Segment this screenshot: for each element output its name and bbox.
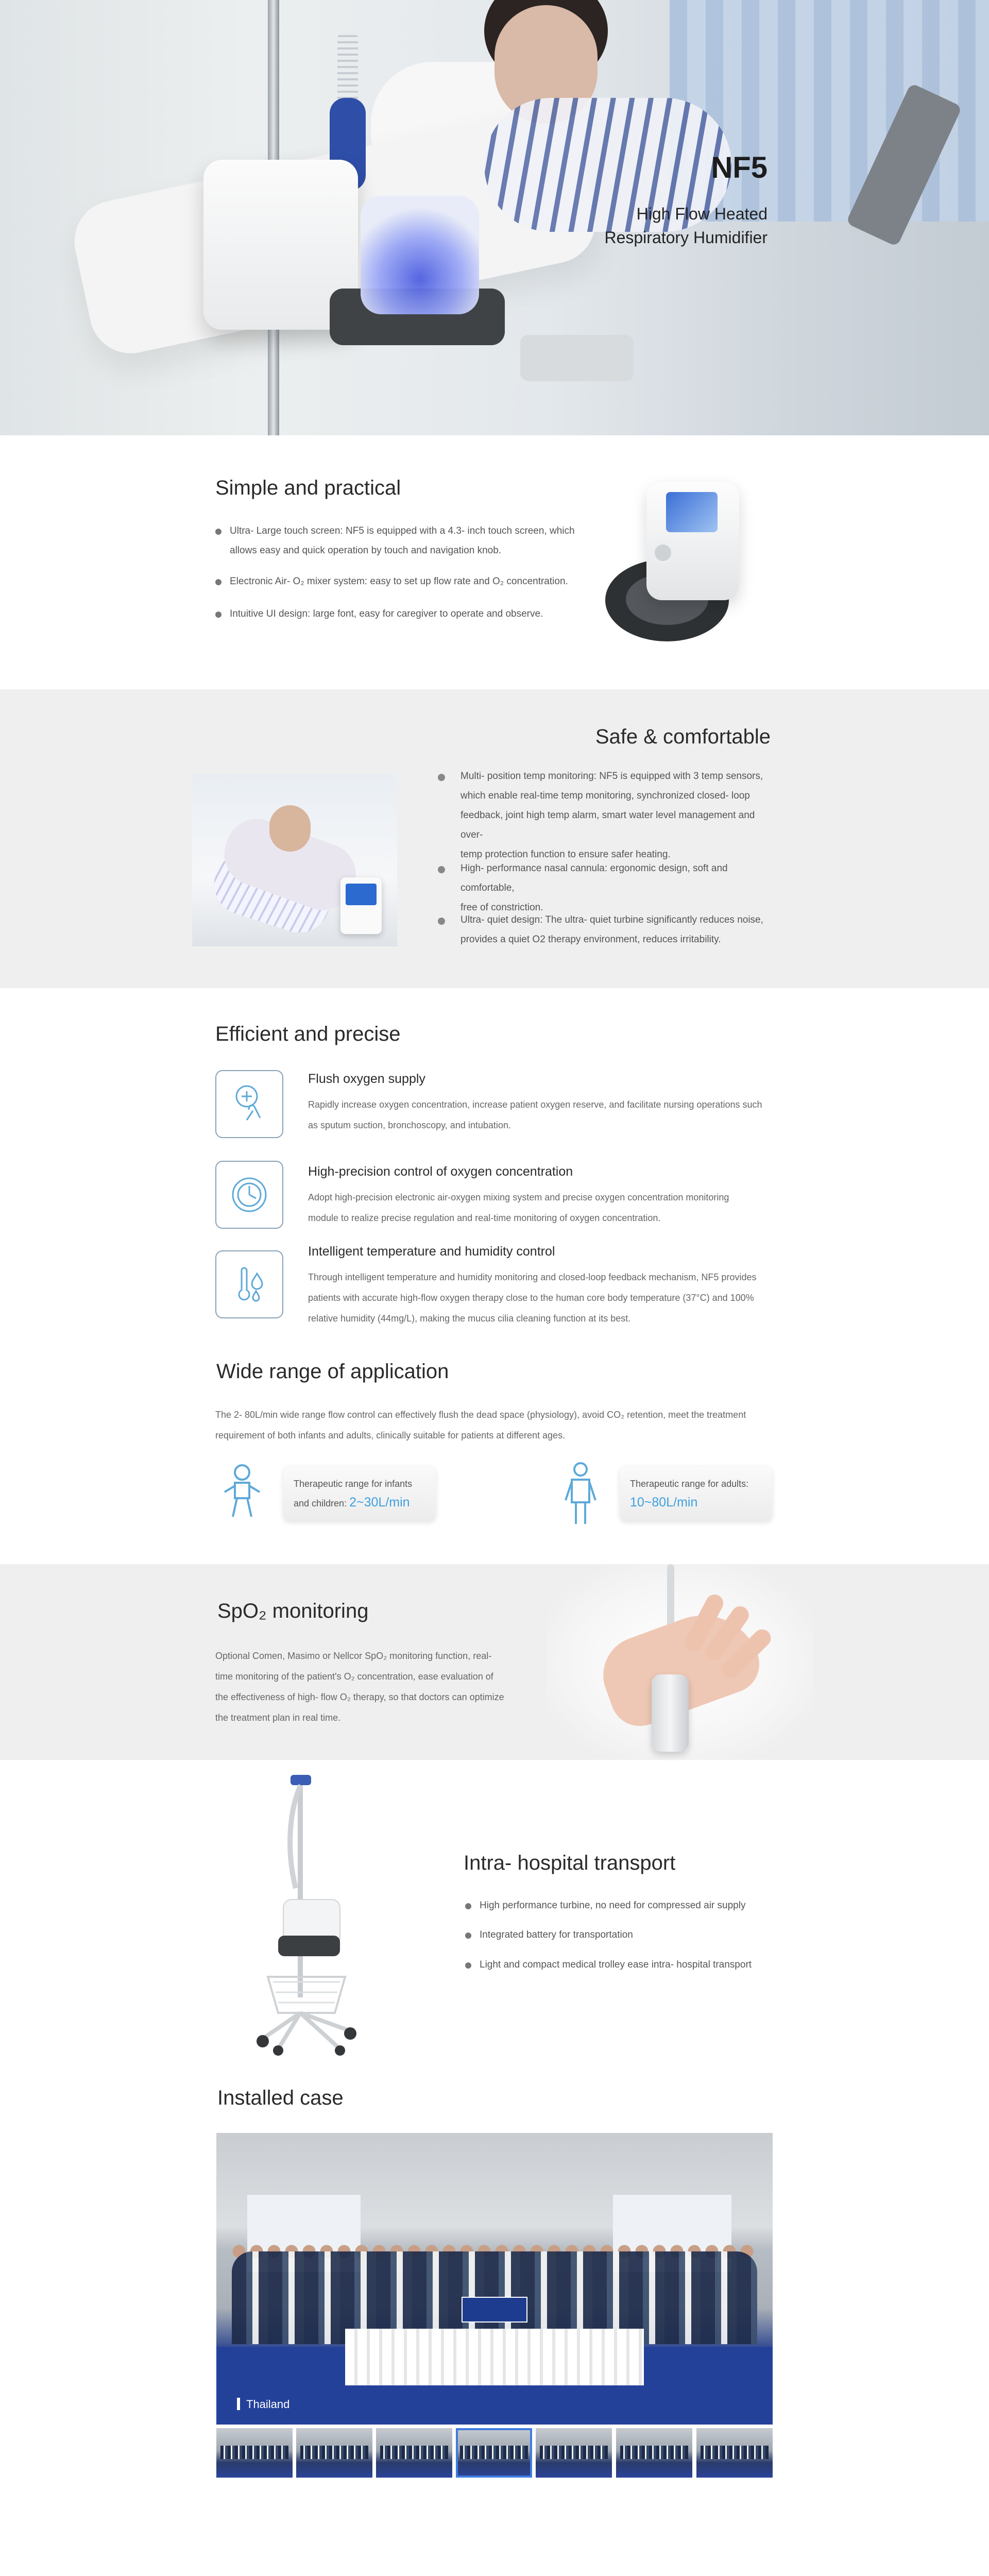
device-knob	[653, 543, 673, 563]
feature-line: Rapidly increase oxygen concentration, increase patient oxygen reserve, and facilitate nursing operations such	[308, 1099, 762, 1110]
feature-description	[308, 1187, 782, 1228]
feature-bullet: High performance turbine, no need for compressed air supply	[465, 1896, 826, 1916]
feature-bullet: Intuitive UI design: large font, easy for caregiver to operate and observe.	[215, 604, 576, 624]
feature-line: module to realize precise regulation and real-time monitoring of oxygen concentration.	[308, 1213, 661, 1223]
hero-subtitle-line: High Flow Heated	[636, 205, 768, 223]
feature-title: High-precision control of oxygen concentration	[308, 1164, 573, 1179]
infant-range-card	[283, 1466, 436, 1521]
spo2-line: Optional Comen, Masimo or Nellcor SpO₂ monitoring function, real-	[215, 1651, 492, 1661]
case-location-label: Thailand	[237, 2398, 289, 2411]
bullet-text: free of constriction.	[461, 902, 543, 913]
range-line: requirement of both infants and adults, clinically suitable for patients at different ages.	[215, 1430, 566, 1440]
bullet-text: Ultra- Large touch screen: NF5 is equipped with a 4.3- inch touch screen, which	[230, 526, 575, 536]
feature-line: as sputum suction, bronchoscopy, and intubation.	[308, 1120, 511, 1130]
bullet-text: feedback, joint high temp alarm, smart water level management and over-	[461, 810, 755, 840]
hero-banner	[0, 0, 989, 435]
range-label: Therapeutic range for infants	[294, 1479, 413, 1489]
feature-bullet	[215, 521, 576, 561]
spo2-line: the effectiveness of high- flow O₂ therapy, so that doctors can optimize	[215, 1692, 504, 1702]
bullet-text: allows easy and quick operation by touch and navigation knob.	[230, 545, 502, 556]
spo2-line: the treatment plan in real time.	[215, 1713, 341, 1723]
hero-subtitle	[604, 202, 768, 249]
bed-control-panel	[520, 335, 634, 381]
section-title: Wide range of application	[216, 1360, 449, 1383]
adult-range-card	[620, 1466, 772, 1521]
section-title: Safe & comfortable	[595, 725, 771, 748]
range-value: 10~80L/min	[630, 1495, 698, 1510]
device-touch-screen	[666, 492, 718, 532]
case-thumbnail[interactable]	[536, 2428, 612, 2478]
bullet-text: High- performance nasal cannula: ergonomic design, soft and comfortable,	[461, 863, 728, 893]
section-title: SpO₂ monitoring	[217, 1600, 369, 1622]
range-value: 2~30L/min	[349, 1495, 410, 1510]
bullet-text: Multi- position temp monitoring: NF5 is equipped with 3 temp sensors,	[461, 771, 763, 782]
range-label-row	[294, 1493, 425, 1513]
range-line: The 2- 80L/min wide range flow control can effectively flush the dead space (physiology), avoid CO₂ retention, meet the treatment	[215, 1410, 746, 1420]
range-description	[215, 1404, 782, 1446]
bullet-text: provides a quiet O2 therapy environment, reduces irritability.	[461, 934, 721, 945]
banner-sign	[462, 2297, 527, 2323]
case-thumbnail[interactable]	[616, 2428, 692, 2478]
feature-line: Adopt high-precision electronic air-oxygen mixing system and precise oxygen concentration monitoring	[308, 1192, 729, 1202]
feature-bullet	[438, 767, 768, 865]
table-cloth	[345, 2329, 644, 2385]
spo2-description	[215, 1646, 535, 1728]
feature-line: Through intelligent temperature and humidity monitoring and closed-loop feedback mechanism, NF5 provides	[308, 1272, 757, 1282]
feature-title: Intelligent temperature and humidity control	[308, 1244, 555, 1259]
section-title: Installed case	[217, 2087, 344, 2109]
thermometer-humidity-icon	[215, 1250, 283, 1318]
feature-bullet: Integrated battery for transportation	[465, 1925, 826, 1945]
device-monitor	[340, 877, 382, 934]
section-title: Intra- hospital transport	[464, 1852, 676, 1874]
patient-face	[269, 805, 311, 852]
feature-title: Flush oxygen supply	[308, 1072, 425, 1086]
bullet-text: Ultra- quiet design: The ultra- quiet turbine significantly reduces noise,	[461, 914, 763, 925]
case-thumbnail[interactable]	[296, 2428, 372, 2478]
feature-bullet	[438, 910, 768, 950]
range-label: and children:	[294, 1498, 347, 1509]
hero-subtitle-line: Respiratory Humidifier	[604, 228, 768, 247]
case-thumbnail-active[interactable]	[456, 2428, 532, 2478]
oxygen-flush-icon	[215, 1070, 283, 1138]
section-title: Simple and practical	[215, 477, 401, 499]
adult-icon	[562, 1461, 599, 1529]
feature-bullet: Light and compact medical trolley ease intra- hospital transport	[465, 1955, 826, 1975]
range-label: Therapeutic range for adults:	[630, 1479, 749, 1489]
feature-line: relative humidity (44mg/L), making the mucus cilia cleaning function at its best.	[308, 1313, 631, 1324]
case-thumbnail[interactable]	[696, 2428, 773, 2478]
trolley-image	[247, 1771, 366, 2057]
bullet-text: temp protection function to ensure safer heating.	[461, 849, 671, 860]
feature-bullet: Electronic Air- O₂ mixer system: easy to set up flow rate and O₂ concentration.	[215, 572, 576, 591]
section-title: Efficient and precise	[215, 1023, 401, 1045]
infant-icon	[220, 1462, 264, 1527]
feature-description	[308, 1267, 803, 1329]
spo2-finger-sensor	[652, 1674, 689, 1752]
nf5-device-image	[605, 482, 755, 644]
bullet-text: which enable real-time temp monitoring, synchronized closed- loop	[461, 790, 750, 801]
gauge-icon	[215, 1161, 283, 1229]
spo2-line: time monitoring of the patient's O₂ concentration, ease evaluation of	[215, 1671, 493, 1682]
water-chamber	[361, 196, 479, 314]
feature-line: patients with accurate high-flow oxygen therapy close to the human core body temperature (37°C) and 100%	[308, 1293, 754, 1303]
case-thumbnail[interactable]	[376, 2428, 452, 2478]
section-simple-practical	[0, 435, 989, 689]
feature-description	[308, 1094, 782, 1136]
feature-bullet	[438, 859, 768, 918]
patient-photo	[192, 774, 397, 946]
hero-title: NF5	[711, 151, 768, 184]
case-thumbnail[interactable]	[216, 2428, 293, 2478]
installed-case-photo[interactable]	[216, 2133, 773, 2425]
